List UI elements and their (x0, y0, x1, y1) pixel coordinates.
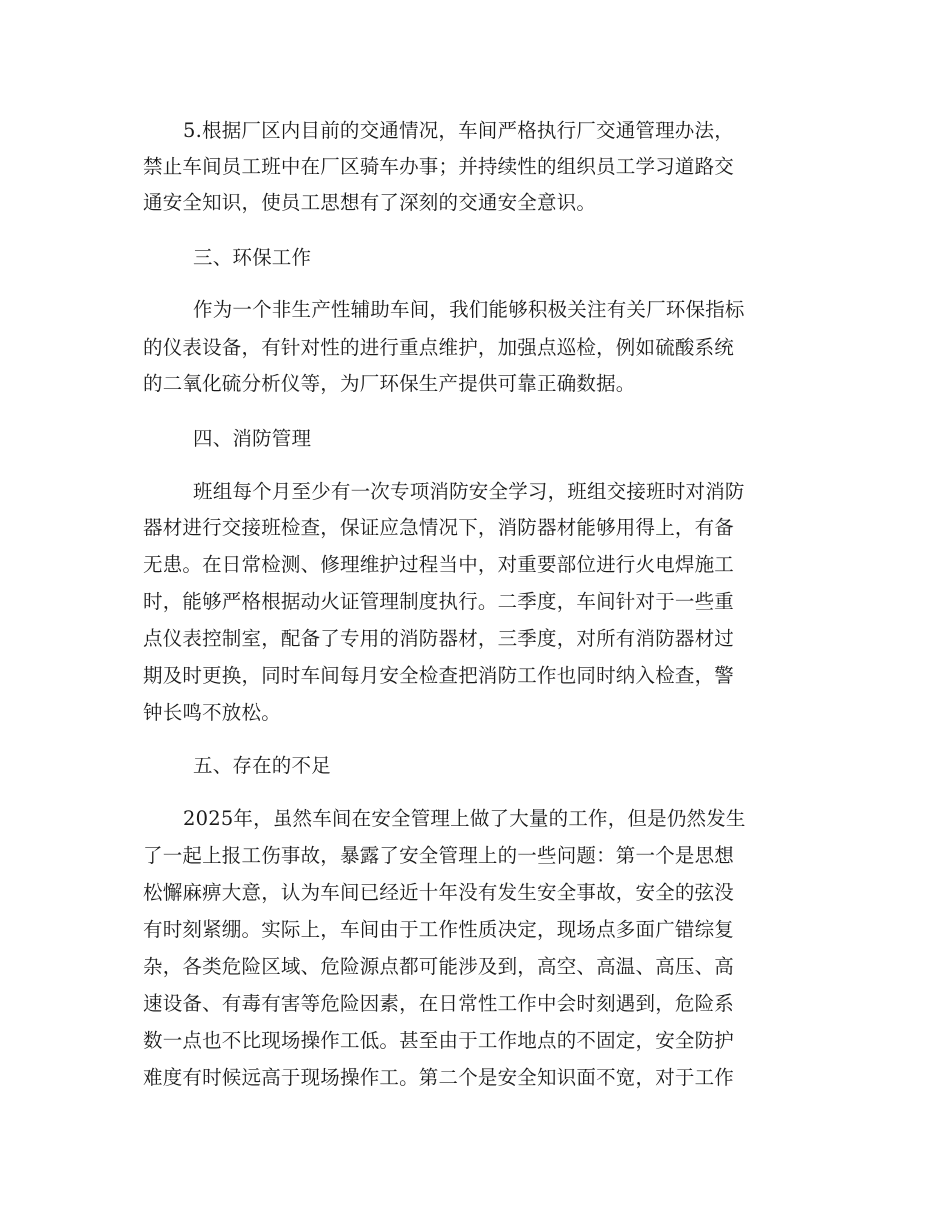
paragraph-line: 作为一个非生产性辅助车间，我们能够积极关注有关厂环保指标 (193, 298, 745, 321)
paragraph-line: 2025年，虽然车间在安全管理上做了大量的工作，但是仍然发生 (183, 807, 746, 830)
paragraph-line: 班组每个月至少有一次专项消防安全学习，班组交接班时对消防 (193, 480, 745, 503)
paragraph-line: 通安全知识，使员工思想有了深刻的交通安全意识。 (143, 191, 597, 214)
paragraph-line: 禁止车间员工班中在厂区骑车办事；并持续性的组织员工学习道路交 (143, 155, 735, 178)
paragraph-line: 器材进行交接班检查，保证应急情况下，消防器材能够用得上，有备 (143, 516, 735, 539)
paragraph-line: 的仪表设备，有针对性的进行重点维护，加强点巡检，例如硫酸系统 (143, 336, 735, 359)
section-heading: 五、存在的不足 (193, 754, 331, 777)
paragraph-line: 钟长鸣不放松。 (143, 701, 281, 724)
paragraph-line: 5.根据厂区内目前的交通情况，车间严格执行厂交通管理办法， (183, 119, 734, 142)
paragraph-line: 速设备、有毒有害等危险因素，在日常性工作中会时刻遇到，危险系 (143, 992, 735, 1015)
paragraph-line: 时，能够严格根据动火证管理制度执行。二季度，车间针对于一些重 (143, 590, 735, 613)
paragraph-line: 期及时更换，同时车间每月安全检查把消防工作也同时纳入检查，警 (143, 664, 735, 687)
paragraph-line: 杂，各类危险区域、危险源点都可能涉及到，高空、高温、高压、高 (143, 955, 735, 978)
paragraph-line: 了一起上报工伤事故，暴露了安全管理上的一些问题：第一个是思想 (143, 844, 735, 867)
section-heading: 三、环保工作 (193, 246, 312, 269)
paragraph-line: 松懈麻痹大意，认为车间已经近十年没有发生安全事故，安全的弦没 (143, 881, 735, 904)
paragraph-line: 的二氧化硫分析仪等，为厂环保生产提供可靠正确数据。 (143, 372, 636, 395)
paragraph-line: 难度有时候远高于现场操作工。第二个是安全知识面不宽，对于工作 (143, 1066, 735, 1089)
section-heading: 四、消防管理 (193, 427, 312, 450)
paragraph-line: 数一点也不比现场操作工低。甚至由于工作地点的不固定，安全防护 (143, 1029, 735, 1052)
paragraph-line: 无患。在日常检测、修理维护过程当中，对重要部位进行火电焊施工 (143, 553, 735, 576)
paragraph-line: 点仪表控制室，配备了专用的消防器材，三季度，对所有消防器材过 (143, 627, 735, 650)
paragraph-line: 有时刻紧绷。实际上，车间由于工作性质决定，现场点多面广错综复 (143, 918, 735, 941)
